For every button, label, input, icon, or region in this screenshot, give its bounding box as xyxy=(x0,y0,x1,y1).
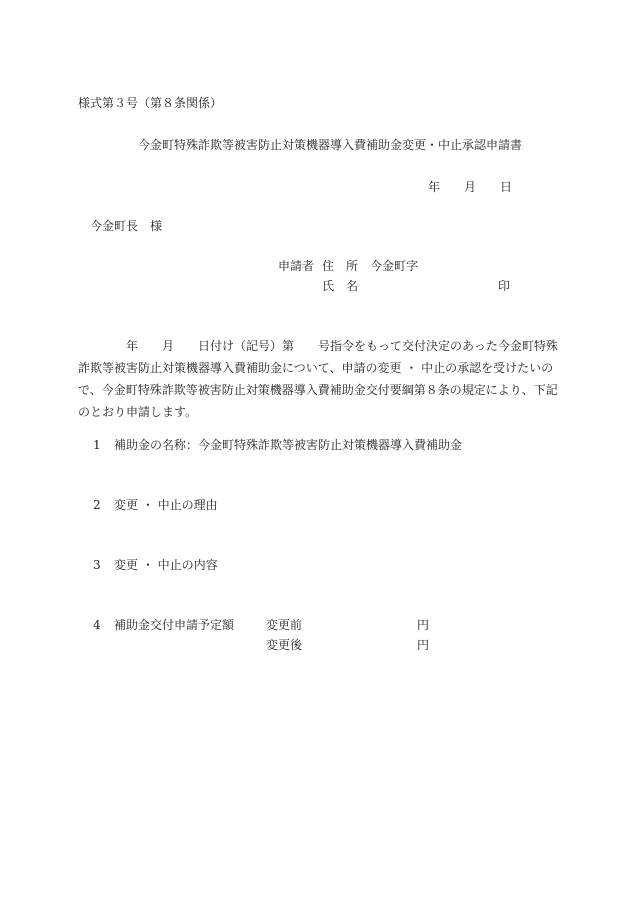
name-label: 氏 名 xyxy=(322,279,359,293)
item-planned-amount: 補助金交付申請予定額 xyxy=(114,618,235,632)
item-change-reason: 変更 ・ 中止の理由 xyxy=(114,498,218,512)
date-day-label: 日 xyxy=(500,180,513,194)
body-line: 詐欺等被害防止対策機器導入費補助金について、申請の変更 ・ 中止の承認を受けたいの xyxy=(78,361,554,375)
amount-after-label: 変更後 xyxy=(266,638,303,652)
amount-before-label: 変更前 xyxy=(266,618,303,632)
amount-before-currency: 円 xyxy=(417,618,430,632)
body-line: のとおり申請します。 xyxy=(78,405,198,419)
item-number: 3 xyxy=(93,558,101,572)
body-line: 年 月 日付け（記号）第 号指令をもって交付決定のあった今金町特殊 xyxy=(78,339,558,353)
item-number: 2 xyxy=(93,498,101,512)
addressee: 今金町長 様 xyxy=(90,219,163,233)
item-change-content: 変更 ・ 中止の内容 xyxy=(114,558,218,572)
document-title: 今金町特殊詐欺等被害防止対策機器導入費補助金変更・中止承認申請書 xyxy=(138,138,523,152)
date-year-label: 年 xyxy=(428,180,441,194)
body-line: で、今金町特殊詐欺等被害防止対策機器導入費補助金交付要綱第８条の規定により、下記 xyxy=(78,383,558,397)
applicant-label: 申請者 xyxy=(278,259,315,273)
form-number: 様式第３号（第８条関係） xyxy=(78,96,223,110)
amount-after-currency: 円 xyxy=(417,638,430,652)
date-month-label: 月 xyxy=(464,180,477,194)
item-number: 1 xyxy=(93,438,101,452)
item-number: 4 xyxy=(93,618,101,632)
item-subsidy-name: 補助金の名称：今金町特殊詐欺等被害防止対策機器導入費補助金 xyxy=(114,438,463,452)
address-value: 今金町字 xyxy=(370,259,419,273)
seal-mark: 印 xyxy=(498,279,511,293)
body-paragraph xyxy=(78,335,558,423)
date-line xyxy=(428,179,512,195)
address-label: 住 所 xyxy=(322,259,359,273)
